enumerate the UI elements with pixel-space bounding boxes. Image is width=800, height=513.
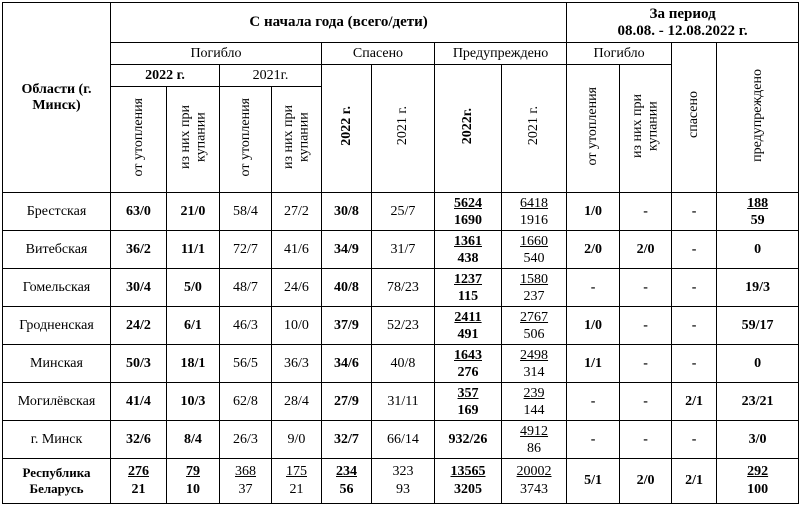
cell-s21: 31/7 bbox=[372, 231, 435, 269]
cell-s21: 25/7 bbox=[372, 193, 435, 231]
cell-s22: 34/6 bbox=[322, 345, 372, 383]
cell-ps: - bbox=[672, 193, 717, 231]
cell-p22: 357 169 bbox=[435, 383, 502, 421]
table-row bbox=[3, 421, 799, 459]
cell-total-ps: 2/1 bbox=[672, 459, 717, 504]
cell-d22: 24/2 bbox=[111, 307, 167, 345]
cell-total-s21: 323 93 bbox=[372, 459, 435, 504]
cell-region: Минская bbox=[3, 345, 111, 383]
cell-p22: 1237 115 bbox=[435, 269, 502, 307]
table-row bbox=[3, 307, 799, 345]
cell-b22: 11/1 bbox=[167, 231, 220, 269]
cell-s21: 31/11 bbox=[372, 383, 435, 421]
cell-b21: 36/3 bbox=[272, 345, 322, 383]
died-2021-header: 2021г. bbox=[220, 65, 322, 87]
prevented-2022-header: 2022г. bbox=[435, 65, 502, 193]
cell-d21: 58/4 bbox=[220, 193, 272, 231]
cell-p22: 2411 491 bbox=[435, 307, 502, 345]
cell-pd: - bbox=[567, 421, 620, 459]
period-bathing-header: из них при купании bbox=[620, 65, 672, 193]
cell-ps: 2/1 bbox=[672, 383, 717, 421]
period-died-header: Погибло bbox=[567, 43, 672, 65]
cell-d22: 63/0 bbox=[111, 193, 167, 231]
cell-total-pb: 2/0 bbox=[620, 459, 672, 504]
since-year-header: С начала года (всего/дети) bbox=[111, 3, 567, 43]
cell-p22: 1643 276 bbox=[435, 345, 502, 383]
cell-pp: 59/17 bbox=[717, 307, 799, 345]
cell-b21: 24/6 bbox=[272, 269, 322, 307]
period-header: За период 08.08. - 12.08.2022 г. bbox=[567, 3, 799, 43]
saved-2022-header: 2022 г. bbox=[322, 65, 372, 193]
cell-ps: - bbox=[672, 231, 717, 269]
cell-region: Гродненская bbox=[3, 307, 111, 345]
cell-region: Могилёвская bbox=[3, 383, 111, 421]
cell-d21: 62/8 bbox=[220, 383, 272, 421]
cell-pd: 1/0 bbox=[567, 193, 620, 231]
cell-pp: 188 59 bbox=[717, 193, 799, 231]
cell-pp: 0 bbox=[717, 231, 799, 269]
cell-s22: 40/8 bbox=[322, 269, 372, 307]
died-header: Погибло bbox=[111, 43, 322, 65]
cell-p22: 5624 1690 bbox=[435, 193, 502, 231]
cell-b22: 6/1 bbox=[167, 307, 220, 345]
cell-b21: 28/4 bbox=[272, 383, 322, 421]
cell-pd: - bbox=[567, 269, 620, 307]
total-region: Республика Беларусь bbox=[3, 459, 111, 504]
cell-pp: 3/0 bbox=[717, 421, 799, 459]
cell-p21: 2498 314 bbox=[502, 345, 567, 383]
prevented-2021-header: 2021 г. bbox=[502, 65, 567, 193]
cell-total-p22: 13565 3205 bbox=[435, 459, 502, 504]
cell-b21: 41/6 bbox=[272, 231, 322, 269]
cell-total-pd: 5/1 bbox=[567, 459, 620, 504]
cell-d22: 36/2 bbox=[111, 231, 167, 269]
cell-d21: 26/3 bbox=[220, 421, 272, 459]
cell-d21: 72/7 bbox=[220, 231, 272, 269]
table-row bbox=[3, 345, 799, 383]
cell-pp: 0 bbox=[717, 345, 799, 383]
prevented-header: Предупреждено bbox=[435, 43, 567, 65]
cell-pd: 1/1 bbox=[567, 345, 620, 383]
period-drown-header: от утопления bbox=[567, 65, 620, 193]
cell-pb: - bbox=[620, 345, 672, 383]
period-prevented-header: предупреждено bbox=[717, 43, 799, 193]
cell-b22: 5/0 bbox=[167, 269, 220, 307]
cell-s22: 30/8 bbox=[322, 193, 372, 231]
cell-pp: 23/21 bbox=[717, 383, 799, 421]
cell-s21: 52/23 bbox=[372, 307, 435, 345]
saved-2021-header: 2021 г. bbox=[372, 65, 435, 193]
cell-d21: 48/7 bbox=[220, 269, 272, 307]
cell-d21: 46/3 bbox=[220, 307, 272, 345]
cell-p22: 932/26 bbox=[435, 421, 502, 459]
cell-region: Гомельская bbox=[3, 269, 111, 307]
cell-s22: 37/9 bbox=[322, 307, 372, 345]
cell-d22: 50/3 bbox=[111, 345, 167, 383]
cell-pd: - bbox=[567, 383, 620, 421]
cell-p21: 1660 540 bbox=[502, 231, 567, 269]
cell-ps: - bbox=[672, 307, 717, 345]
cell-region: Витебская bbox=[3, 231, 111, 269]
cell-pd: 1/0 bbox=[567, 307, 620, 345]
cell-total-p21: 20002 3743 bbox=[502, 459, 567, 504]
cell-p21: 6418 1916 bbox=[502, 193, 567, 231]
cell-pb: - bbox=[620, 421, 672, 459]
cell-p21: 2767 506 bbox=[502, 307, 567, 345]
period-saved-header: спасено bbox=[672, 43, 717, 193]
bathing-2022-header: из них при купании bbox=[167, 87, 220, 193]
cell-total-d22: 276 21 bbox=[111, 459, 167, 504]
table-row bbox=[3, 383, 799, 421]
total-row bbox=[3, 459, 799, 504]
cell-b22: 18/1 bbox=[167, 345, 220, 383]
cell-ps: - bbox=[672, 421, 717, 459]
cell-pb: 2/0 bbox=[620, 231, 672, 269]
cell-pb: - bbox=[620, 193, 672, 231]
cell-total-pp: 292 100 bbox=[717, 459, 799, 504]
cell-b22: 10/3 bbox=[167, 383, 220, 421]
cell-s21: 40/8 bbox=[372, 345, 435, 383]
cell-total-d21: 368 37 bbox=[220, 459, 272, 504]
cell-s21: 66/14 bbox=[372, 421, 435, 459]
cell-b21: 10/0 bbox=[272, 307, 322, 345]
cell-s21: 78/23 bbox=[372, 269, 435, 307]
cell-d21: 56/5 bbox=[220, 345, 272, 383]
drown-2021-header: от утопления bbox=[220, 87, 272, 193]
cell-ps: - bbox=[672, 269, 717, 307]
cell-region: г. Минск bbox=[3, 421, 111, 459]
cell-total-b22: 79 10 bbox=[167, 459, 220, 504]
died-2022-header: 2022 г. bbox=[111, 65, 220, 87]
cell-d22: 41/4 bbox=[111, 383, 167, 421]
cell-ps: - bbox=[672, 345, 717, 383]
cell-d22: 32/6 bbox=[111, 421, 167, 459]
cell-pb: - bbox=[620, 307, 672, 345]
bathing-2021-header: из них при купании bbox=[272, 87, 322, 193]
cell-pd: 2/0 bbox=[567, 231, 620, 269]
cell-region: Брестская bbox=[3, 193, 111, 231]
saved-header: Спасено bbox=[322, 43, 435, 65]
cell-total-b21: 175 21 bbox=[272, 459, 322, 504]
table-row bbox=[3, 193, 799, 231]
statistics-table bbox=[2, 2, 799, 504]
cell-d22: 30/4 bbox=[111, 269, 167, 307]
cell-s22: 32/7 bbox=[322, 421, 372, 459]
cell-total-s22: 234 56 bbox=[322, 459, 372, 504]
cell-b21: 9/0 bbox=[272, 421, 322, 459]
cell-p21: 4912 86 bbox=[502, 421, 567, 459]
table-row bbox=[3, 231, 799, 269]
cell-s22: 27/9 bbox=[322, 383, 372, 421]
cell-b22: 21/0 bbox=[167, 193, 220, 231]
cell-pb: - bbox=[620, 269, 672, 307]
cell-p22: 1361 438 bbox=[435, 231, 502, 269]
cell-pp: 19/3 bbox=[717, 269, 799, 307]
cell-b21: 27/2 bbox=[272, 193, 322, 231]
regions-header: Области (г. Минск) bbox=[3, 3, 111, 193]
cell-p21: 239 144 bbox=[502, 383, 567, 421]
cell-p21: 1580 237 bbox=[502, 269, 567, 307]
cell-b22: 8/4 bbox=[167, 421, 220, 459]
cell-s22: 34/9 bbox=[322, 231, 372, 269]
drown-2022-header: от утопления bbox=[111, 87, 167, 193]
cell-pb: - bbox=[620, 383, 672, 421]
table-row bbox=[3, 269, 799, 307]
